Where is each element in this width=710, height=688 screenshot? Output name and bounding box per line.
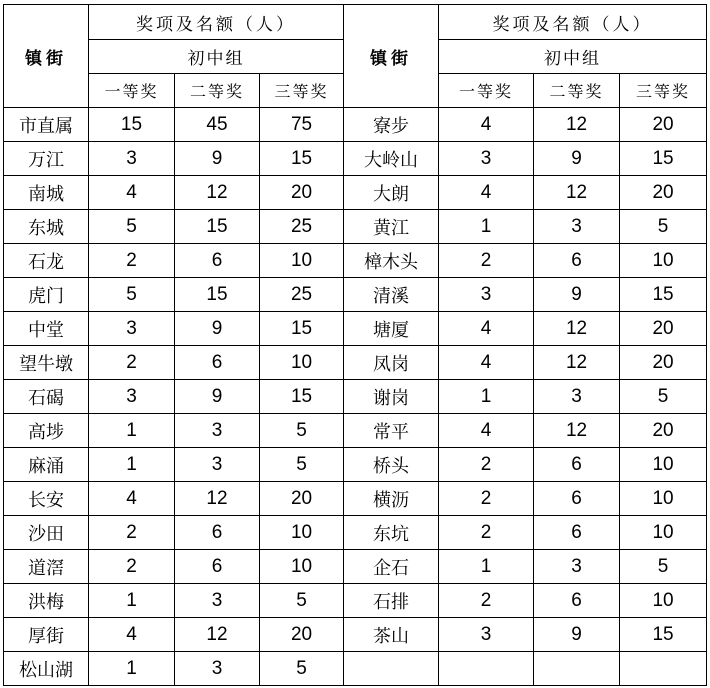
award-header-right: 奖项及名额（人）	[439, 5, 707, 40]
second-prize-count	[534, 652, 620, 686]
town-name: 道滘	[4, 550, 89, 584]
town-name: 清溪	[344, 278, 439, 312]
first-prize-count: 1	[89, 584, 175, 618]
town-name: 石龙	[4, 244, 89, 278]
first-prize-count: 5	[89, 278, 175, 312]
first-prize-count: 15	[89, 108, 175, 142]
first-prize-count: 1	[439, 210, 534, 244]
award-quota-table	[3, 4, 707, 686]
first-prize-count: 2	[439, 584, 534, 618]
third-prize-count	[620, 652, 707, 686]
town-name: 谢岗	[344, 380, 439, 414]
group-header-left: 初中组	[89, 40, 344, 74]
third-prize-count: 25	[260, 210, 344, 244]
third-prize-count: 5	[620, 210, 707, 244]
second-prize-count: 6	[175, 244, 260, 278]
third-prize-count: 10	[620, 448, 707, 482]
town-name: 东坑	[344, 516, 439, 550]
table-row	[4, 312, 707, 346]
second-prize-count: 9	[534, 142, 620, 176]
town-name: 市直属	[4, 108, 89, 142]
third-prize-count: 20	[260, 618, 344, 652]
town-name: 凤岗	[344, 346, 439, 380]
table-row	[4, 346, 707, 380]
table-row	[4, 482, 707, 516]
first-prize-count: 2	[439, 482, 534, 516]
third-prize-count: 15	[620, 618, 707, 652]
second-prize-count: 6	[175, 550, 260, 584]
town-name	[344, 652, 439, 686]
group-header-right: 初中组	[439, 40, 707, 74]
first-prize-count: 1	[439, 550, 534, 584]
town-name: 石碣	[4, 380, 89, 414]
town-name: 大岭山	[344, 142, 439, 176]
third-prize-count: 10	[620, 516, 707, 550]
third-prize-count: 75	[260, 108, 344, 142]
table-row	[4, 210, 707, 244]
table-row	[4, 380, 707, 414]
town-name: 厚街	[4, 618, 89, 652]
third-prize-count: 10	[260, 516, 344, 550]
second-prize-count: 6	[534, 482, 620, 516]
table-row	[4, 584, 707, 618]
town-name: 虎门	[4, 278, 89, 312]
second-prize-count: 6	[534, 244, 620, 278]
second-prize-count: 9	[534, 618, 620, 652]
town-name: 南城	[4, 176, 89, 210]
first-prize-count: 2	[439, 244, 534, 278]
third-prize-count: 5	[260, 652, 344, 686]
town-name: 企石	[344, 550, 439, 584]
second-prize-count: 12	[175, 176, 260, 210]
town-name: 松山湖	[4, 652, 89, 686]
third-prize-count: 20	[260, 176, 344, 210]
town-name: 桥头	[344, 448, 439, 482]
town-name: 长安	[4, 482, 89, 516]
second-prize-count: 12	[534, 176, 620, 210]
second-prize-count: 9	[534, 278, 620, 312]
table-row	[4, 618, 707, 652]
second-prize-count: 6	[534, 448, 620, 482]
second-prize-count: 15	[175, 210, 260, 244]
third-prize-count: 10	[620, 244, 707, 278]
town-name: 寮步	[344, 108, 439, 142]
second-prize-count: 6	[534, 516, 620, 550]
table-row	[4, 244, 707, 278]
table-row	[4, 108, 707, 142]
table-row	[4, 448, 707, 482]
first-prize-header-right: 一等奖	[439, 74, 534, 108]
third-prize-count: 15	[260, 380, 344, 414]
first-prize-count: 4	[89, 176, 175, 210]
town-name: 樟木头	[344, 244, 439, 278]
second-prize-count: 12	[534, 108, 620, 142]
first-prize-count: 3	[439, 618, 534, 652]
second-prize-header-left: 二等奖	[175, 74, 260, 108]
town-name: 沙田	[4, 516, 89, 550]
first-prize-count: 4	[439, 346, 534, 380]
third-prize-count: 10	[620, 482, 707, 516]
third-prize-count: 15	[260, 312, 344, 346]
first-prize-count: 2	[89, 516, 175, 550]
first-prize-count: 4	[439, 108, 534, 142]
first-prize-count: 2	[89, 550, 175, 584]
third-prize-count: 15	[260, 142, 344, 176]
third-prize-count: 15	[620, 278, 707, 312]
third-prize-count: 15	[620, 142, 707, 176]
town-name: 常平	[344, 414, 439, 448]
first-prize-count: 5	[89, 210, 175, 244]
table-row	[4, 652, 707, 686]
town-name: 黄江	[344, 210, 439, 244]
town-name: 横沥	[344, 482, 439, 516]
town-name: 大朗	[344, 176, 439, 210]
second-prize-header-right: 二等奖	[534, 74, 620, 108]
first-prize-count: 4	[439, 176, 534, 210]
second-prize-count: 9	[175, 380, 260, 414]
first-prize-count: 3	[89, 142, 175, 176]
table-row	[4, 550, 707, 584]
table-row	[4, 414, 707, 448]
second-prize-count: 15	[175, 278, 260, 312]
second-prize-count: 6	[534, 584, 620, 618]
first-prize-count: 2	[439, 448, 534, 482]
second-prize-count: 3	[175, 448, 260, 482]
town-name: 洪梅	[4, 584, 89, 618]
first-prize-count: 3	[89, 380, 175, 414]
first-prize-count: 1	[89, 414, 175, 448]
table-row	[4, 142, 707, 176]
second-prize-count: 6	[175, 516, 260, 550]
second-prize-count: 12	[534, 346, 620, 380]
first-prize-count: 4	[439, 312, 534, 346]
first-prize-count: 2	[89, 346, 175, 380]
third-prize-count: 10	[260, 346, 344, 380]
table-row	[4, 516, 707, 550]
second-prize-count: 12	[534, 312, 620, 346]
third-prize-count: 20	[260, 482, 344, 516]
third-prize-count: 5	[260, 448, 344, 482]
second-prize-count: 12	[534, 414, 620, 448]
third-prize-count: 20	[620, 346, 707, 380]
table-row	[4, 278, 707, 312]
town-name: 石排	[344, 584, 439, 618]
second-prize-count: 9	[175, 142, 260, 176]
second-prize-count: 12	[175, 618, 260, 652]
third-prize-count: 20	[620, 414, 707, 448]
second-prize-count: 3	[534, 380, 620, 414]
second-prize-count: 3	[534, 210, 620, 244]
third-prize-count: 25	[260, 278, 344, 312]
town-name: 高埗	[4, 414, 89, 448]
award-header-left: 奖项及名额（人）	[89, 5, 344, 40]
third-prize-header-right: 三等奖	[620, 74, 707, 108]
second-prize-count: 9	[175, 312, 260, 346]
table-body	[4, 108, 707, 686]
second-prize-count: 3	[534, 550, 620, 584]
second-prize-count: 3	[175, 652, 260, 686]
second-prize-count: 12	[175, 482, 260, 516]
second-prize-count: 45	[175, 108, 260, 142]
first-prize-count: 3	[439, 278, 534, 312]
town-name: 茶山	[344, 618, 439, 652]
town-name: 中堂	[4, 312, 89, 346]
town-name: 望牛墩	[4, 346, 89, 380]
third-prize-count: 10	[260, 550, 344, 584]
third-prize-header-left: 三等奖	[260, 74, 344, 108]
first-prize-count: 4	[89, 618, 175, 652]
first-prize-count: 3	[89, 312, 175, 346]
third-prize-count: 20	[620, 312, 707, 346]
third-prize-count: 5	[260, 584, 344, 618]
third-prize-count: 10	[260, 244, 344, 278]
town-column-header-left: 镇街	[4, 5, 89, 108]
third-prize-count: 20	[620, 108, 707, 142]
second-prize-count: 3	[175, 584, 260, 618]
third-prize-count: 10	[620, 584, 707, 618]
first-prize-count: 2	[439, 516, 534, 550]
first-prize-count: 2	[89, 244, 175, 278]
third-prize-count: 5	[620, 380, 707, 414]
town-name: 塘厦	[344, 312, 439, 346]
second-prize-count: 6	[175, 346, 260, 380]
first-prize-count: 1	[439, 380, 534, 414]
first-prize-count: 1	[89, 448, 175, 482]
third-prize-count: 5	[620, 550, 707, 584]
first-prize-count: 4	[439, 414, 534, 448]
first-prize-count	[439, 652, 534, 686]
second-prize-count: 3	[175, 414, 260, 448]
town-name: 万江	[4, 142, 89, 176]
third-prize-count: 20	[620, 176, 707, 210]
town-name: 麻涌	[4, 448, 89, 482]
table-row	[4, 176, 707, 210]
third-prize-count: 5	[260, 414, 344, 448]
first-prize-count: 1	[89, 652, 175, 686]
town-name: 东城	[4, 210, 89, 244]
first-prize-count: 4	[89, 482, 175, 516]
first-prize-count: 3	[439, 142, 534, 176]
town-column-header-right: 镇街	[344, 5, 439, 108]
first-prize-header-left: 一等奖	[89, 74, 175, 108]
